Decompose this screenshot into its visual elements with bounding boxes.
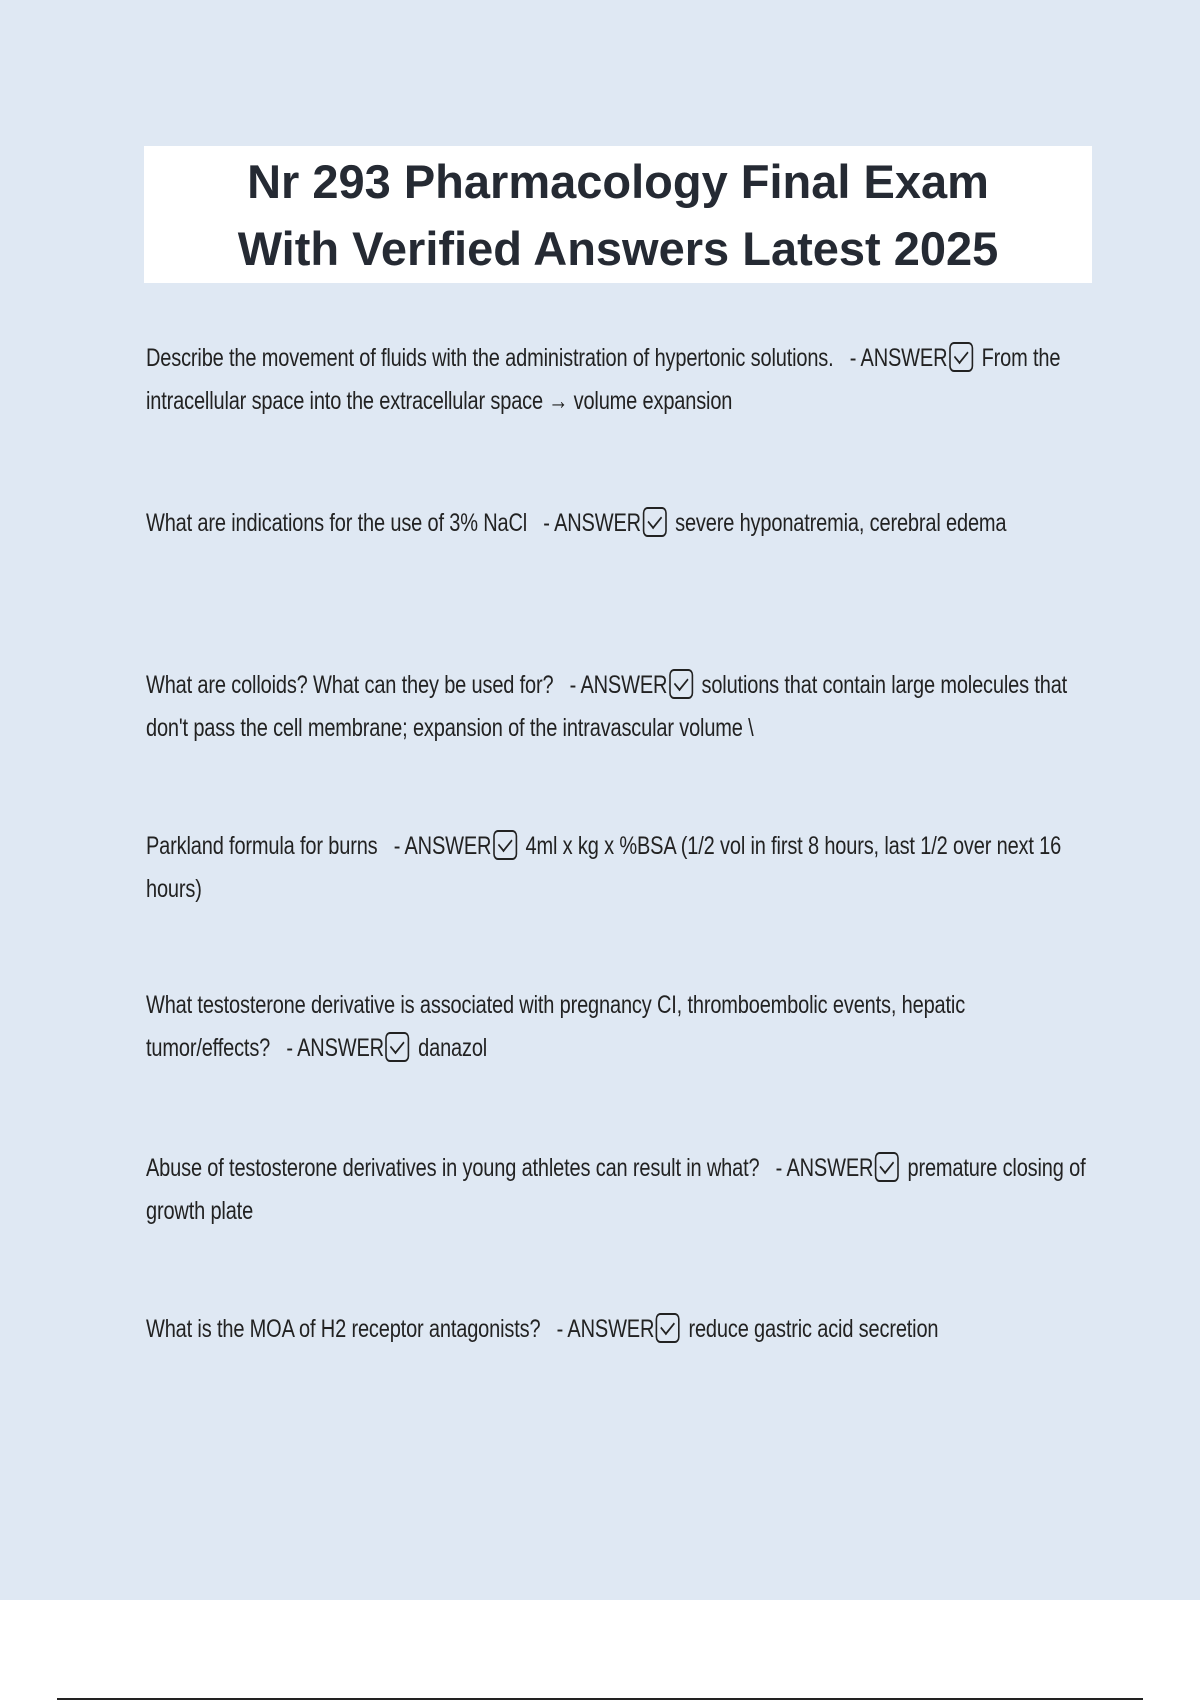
answer-text: danazol [418, 1034, 488, 1062]
question-text: What testosterone derivative is associated with pregnancy CI, thromboembolic events, hepatic tumor/effects? [146, 991, 966, 1062]
question-text: Describe the movement of fluids with the administration of hypertonic solutions. [146, 344, 834, 372]
answer-text: premature closing of growth plate [146, 1154, 1086, 1225]
qa-item [146, 984, 1086, 1070]
answer-text: From the intracellular space into the extracellular space → volume expansion [146, 344, 1061, 415]
checkbox-checked-icon [656, 1313, 680, 1343]
answer-marker: - ANSWER [569, 671, 668, 699]
page-title-line-1: Nr 293 Pharmacology Final Exam [247, 154, 989, 208]
checkbox-checked-icon [669, 669, 693, 699]
qa-item [146, 1147, 1086, 1233]
question-text: What are colloids? What can they be used for? [146, 671, 554, 699]
checkbox-checked-icon [949, 342, 973, 372]
qa-item [146, 337, 1086, 423]
qa-item [146, 1308, 1086, 1351]
answer-text: 4ml x kg x %BSA (1/2 vol in first 8 hours, last 1/2 over next 16 hours) [146, 832, 1062, 903]
answer-marker: - ANSWER [286, 1034, 384, 1062]
answer-marker: - ANSWER [775, 1154, 874, 1182]
qa-item [146, 502, 1086, 545]
page-title-line-2: With Verified Answers Latest 2025 [237, 221, 999, 275]
answer-marker: - ANSWER [543, 509, 641, 537]
checkbox-checked-icon [493, 830, 517, 860]
checkbox-checked-icon [875, 1152, 899, 1182]
qa-item [146, 825, 1086, 911]
question-text: What is the MOA of H2 receptor antagonists? [146, 1315, 541, 1343]
title-box [144, 146, 1092, 283]
checkbox-checked-icon [386, 1032, 410, 1062]
qa-item [146, 664, 1086, 750]
checkbox-checked-icon [643, 507, 667, 537]
question-text: What are indications for the use of 3% NaCl [146, 509, 528, 537]
answer-marker: - ANSWER [849, 344, 948, 372]
answer-marker: - ANSWER [556, 1315, 655, 1343]
answer-text: reduce gastric acid secretion [688, 1315, 939, 1343]
answer-text: severe hyponatremia, cerebral edema [675, 509, 1007, 537]
question-text: Parkland formula for burns [146, 832, 378, 860]
answer-marker: - ANSWER [393, 832, 492, 860]
question-text: Abuse of testosterone derivatives in young athletes can result in what? [146, 1154, 760, 1182]
answer-text: solutions that contain large molecules that don't pass the cell membrane; expansion of the intravascular volume \ [146, 671, 1068, 742]
